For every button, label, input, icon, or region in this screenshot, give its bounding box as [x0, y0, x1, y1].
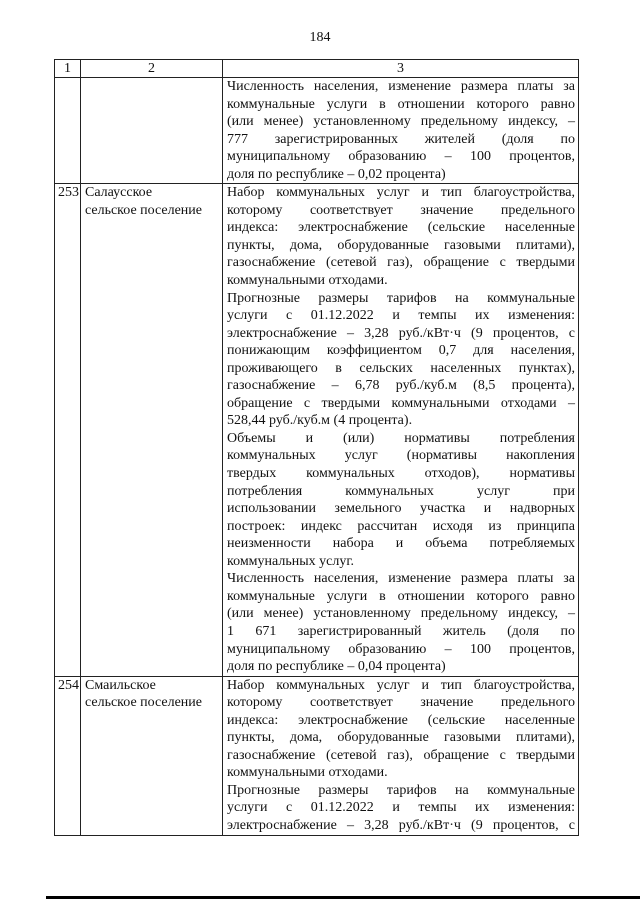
table-row — [55, 184, 579, 676]
description-line: коммунальных услуг. — [227, 553, 355, 569]
description-line: газоснабжение (сетевой газ), обращение с твердыми — [227, 747, 575, 763]
description-line: услуги с 01.12.2022 и темпы их изменения: — [227, 800, 575, 816]
description-line: 528,44 руб./куб.м (4 процента). — [227, 413, 413, 429]
tariff-table — [54, 59, 579, 836]
description-line: неизменности набора и объема потребляемых — [227, 536, 575, 552]
description-line: проживающего в сельских населенных пунктах), — [227, 360, 575, 376]
description-line: доля по республике – 0,04 процента) — [227, 659, 446, 675]
description-line: коммунальными отходами. — [227, 273, 388, 289]
description-line: индекса: электроснабжение (сельские населенные — [227, 712, 575, 728]
description-line: (или менее) установленному предельному индексу, – — [227, 114, 575, 130]
description-paragraph — [227, 677, 575, 782]
description-line: Численность населения, изменение размера платы за — [227, 79, 575, 94]
description-line: Прогнозные размеры тарифов на коммунальные — [227, 290, 575, 306]
settlement-name — [81, 184, 223, 676]
description-line: (или менее) установленному предельному индексу, – — [227, 606, 575, 622]
settlement-name-line: Смаильское — [85, 677, 156, 693]
description-line: коммунальными отходами. — [227, 765, 388, 781]
description-paragraph — [227, 430, 575, 570]
description-line: 777 зарегистрированных жителей (доля по — [227, 131, 575, 147]
description-line: Прогнозные размеры тарифов на коммунальные — [227, 782, 575, 798]
bottom-divider — [46, 896, 640, 899]
description-line: обращение с твердыми коммунальными отходами – — [227, 395, 575, 411]
settlement-name-line: сельское поселение — [85, 695, 202, 711]
table-row — [55, 676, 579, 835]
description-line: Численность населения, изменение размера платы за — [227, 571, 575, 587]
description-line: использовании земельного участка и надворных — [227, 501, 575, 517]
description-line: доля по республике – 0,02 процента) — [227, 166, 446, 182]
description-line: услуги с 01.12.2022 и темпы их изменения: — [227, 308, 575, 324]
description-line: пункты, дома, оборудованные газовыми плитами), — [227, 237, 575, 253]
description-line: электроснабжение – 3,28 руб./кВт·ч (9 процентов, с — [227, 817, 575, 833]
description-line: газоснабжение – 6,78 руб./куб.м (8,5 процента), — [227, 378, 575, 394]
table-row — [55, 78, 579, 184]
settlement-name-line: Салаусское — [85, 185, 153, 201]
description-line: коммунальные услуги в отношении которого равно — [227, 96, 575, 112]
description-line: индекса: электроснабжение (сельские населенные — [227, 220, 575, 236]
description-cell — [223, 184, 579, 676]
settlement-name — [81, 676, 223, 835]
row-number: 253 — [55, 184, 81, 676]
description-line: Набор коммунальных услуг и тип благоустройства, — [227, 677, 575, 693]
description-line: коммунальных услуг (нормативы накопления — [227, 448, 575, 464]
description-paragraph — [227, 782, 575, 835]
header-col-3: 3 — [223, 60, 579, 78]
description-line: Объемы и (или) нормативы потребления — [227, 430, 575, 446]
description-line: муниципальному образованию – 100 процентов, — [227, 641, 575, 657]
description-paragraph — [227, 290, 575, 430]
description-line: которому соответствует значение предельного — [227, 202, 575, 218]
header-col-2: 2 — [81, 60, 223, 78]
description-line: Набор коммунальных услуг и тип благоустройства, — [227, 185, 575, 201]
description-line: понижающим коэффициентом 0,7 для населения, — [227, 343, 575, 359]
row-number: 254 — [55, 676, 81, 835]
description-line: потребления коммунальных услуг при — [227, 483, 575, 499]
description-paragraph — [227, 570, 575, 675]
description-line: 1 671 зарегистрированный житель (доля по — [227, 623, 575, 639]
description-line: которому соответствует значение предельного — [227, 695, 575, 711]
description-line: электроснабжение – 3,28 руб./кВт·ч (9 процентов, с — [227, 325, 575, 341]
description-line: коммунальные услуги в отношении которого равно — [227, 588, 575, 604]
description-line: построек: индекс рассчитан исходя из принципа — [227, 518, 575, 534]
description-line: пункты, дома, оборудованные газовыми плитами), — [227, 730, 575, 746]
header-col-1: 1 — [55, 60, 81, 78]
description-line: муниципальному образованию – 100 процентов, — [227, 149, 575, 165]
description-cell — [223, 78, 579, 184]
description-line: твердых коммунальных отходов), нормативы — [227, 466, 575, 482]
row-number — [55, 78, 81, 184]
settlement-name-line: сельское поселение — [85, 202, 202, 218]
settlement-name — [81, 78, 223, 184]
description-paragraph — [227, 184, 575, 289]
description-line: газоснабжение (сетевой газ), обращение с твердыми — [227, 255, 575, 271]
description-paragraph — [227, 78, 575, 183]
table-header-row — [55, 60, 579, 78]
page-number: 184 — [309, 30, 331, 45]
description-cell — [223, 676, 579, 835]
